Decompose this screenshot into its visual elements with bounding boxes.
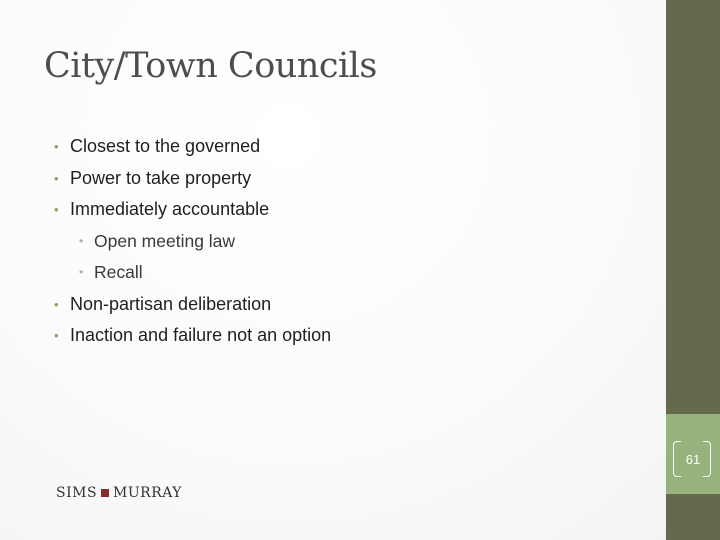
logo: [56, 484, 182, 502]
bullet-list: [52, 131, 632, 352]
bullet-text: Non-partisan deliberation: [70, 293, 272, 314]
bullet-item: [52, 320, 632, 352]
bullet-icon: •: [54, 296, 59, 312]
bullet-text: Power to take property: [70, 167, 252, 188]
bullet-text: Inaction and failure not an option: [70, 325, 332, 345]
page-number: 61: [685, 451, 701, 467]
bullet-text: Recall: [94, 262, 143, 282]
logo-text-left: SIMS: [56, 485, 98, 501]
logo-text-right: MURRAY: [113, 485, 183, 501]
sub-bullet-item: [52, 226, 632, 258]
bullet-item: [52, 163, 632, 195]
slide-title: City/Town Councils: [44, 46, 377, 86]
bullet-icon: •: [54, 328, 59, 343]
bullet-text: Open meeting law: [94, 230, 236, 251]
logo-square-icon: [101, 489, 109, 497]
bullet-item: [52, 289, 632, 321]
bullet-icon: •: [79, 265, 84, 279]
bullet-item: [52, 131, 632, 163]
bullet-icon: •: [54, 202, 59, 217]
bullet-text: Closest to the governed: [70, 136, 261, 156]
bullet-item: [52, 194, 632, 226]
bullet-icon: •: [54, 170, 59, 186]
bullet-icon: •: [79, 233, 84, 248]
sub-bullet-item: [52, 257, 632, 289]
bullet-icon: •: [54, 139, 59, 154]
bullet-text: Immediately accountable: [70, 199, 270, 219]
